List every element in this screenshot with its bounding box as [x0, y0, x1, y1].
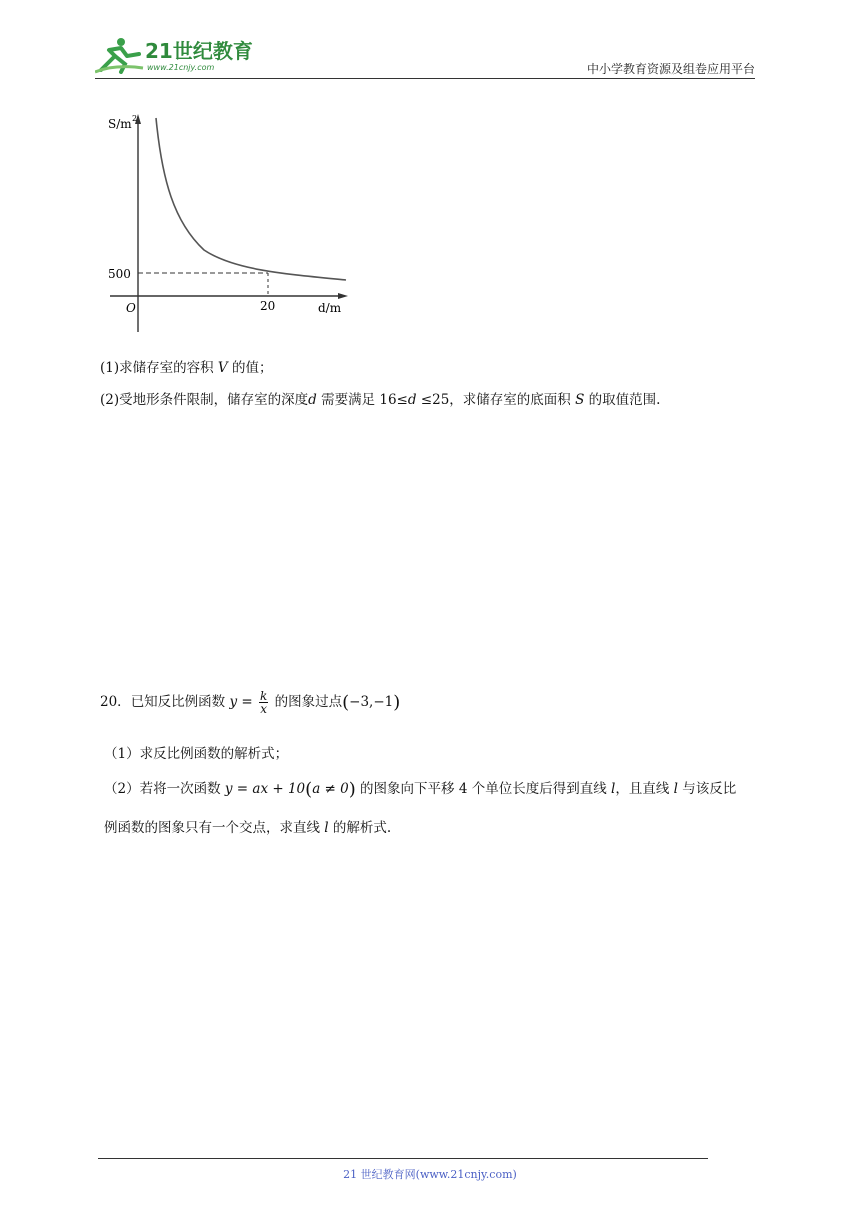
- q19-part2: (2)受地形条件限制，储存室的深度d 需要满足 16≤d ≤25，求储存室的底面积 S 的取值范围.: [100, 392, 661, 408]
- q20-part1: （1）求反比例函数的解析式；: [104, 746, 289, 762]
- svg-text:21世纪教育: 21世纪教育: [145, 39, 253, 63]
- footer-divider: [98, 1158, 708, 1159]
- q20-part2-cont: 例函数的图象只有一个交点，求直线 l 的解析式.: [104, 820, 392, 836]
- fraction-k-over-x: $\frac{k}{x}$: [260, 689, 268, 716]
- svg-text:www.21cnjy.com: www.21cnjy.com: [147, 63, 215, 72]
- y-axis-label: S/m: [108, 117, 132, 131]
- platform-tagline: 中小学教育资源及组卷应用平台: [586, 62, 755, 76]
- q20-intro: 20．已知反比例函数 y = $\frac{k}{x}$ 的图象过点(−3,−1): [100, 689, 401, 716]
- curve: [156, 118, 346, 280]
- inverse-function-graph: [104, 110, 354, 338]
- site-logo: [95, 34, 265, 74]
- page-header: [95, 30, 755, 79]
- y-axis-label-sup: 2: [132, 114, 138, 123]
- tick-500: 500: [108, 267, 131, 281]
- q19-part1: (1)求储存室的容积 V 的值；: [100, 360, 273, 376]
- tick-20: 20: [260, 299, 276, 313]
- x-axis-label: d/m: [318, 301, 342, 315]
- q20-part2: （2）若将一次函数 y = ax + 10(a ≠ 0) 的图象向下平移 4 个单位长度后得到直线 l，且直线 l 与该反比: [104, 779, 737, 800]
- origin-label: O: [126, 301, 136, 315]
- footer-link[interactable]: 21 世纪教育网(www.21cnjy.com): [343, 1168, 517, 1181]
